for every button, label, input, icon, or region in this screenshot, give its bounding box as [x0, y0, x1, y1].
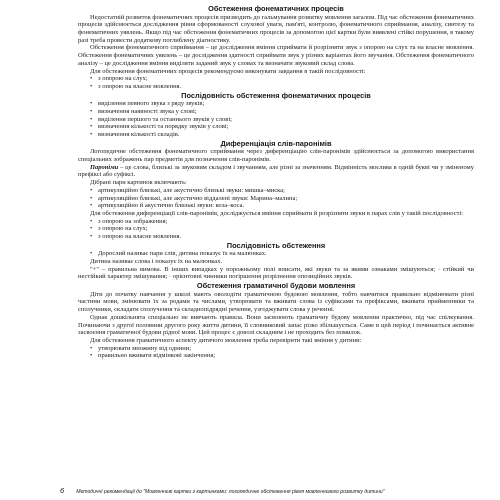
section-heading: Диференціація слів-паронімів [220, 138, 332, 148]
bullet-list [78, 187, 474, 210]
list-item: • артикуляційно й акустично близькі звуки: коза–коса. [90, 202, 474, 210]
paragraph: Обстеження фонематичного сприймання – це дослідження вміння сприймати й розрізняти звук з опорою на слух та на власне мовлення. Обстеження фонематичних уявлень – це дослідження здатності сприймати звук у різних варіантах його звучання. Обстеження фонематичного аналізу – це дослідження вміння виділяти заданий звук у словах та визначати звуковий склад слова. [78, 44, 474, 67]
list-item: • Дорослий називає пари слів, дитина показує їх на малюнках. [90, 250, 474, 258]
paragraph: "+" – правильна вимова. В інших випадках у порожньому полі вписати, які звуки та за якими ознаками змішуються; · стійкий чи нестійкий характер змішування; · орієнтовні чинники погіршення розрізнення опозиційних звуків. [78, 265, 474, 281]
page-number: 6 [60, 486, 65, 495]
list-item: • виділення першого та останнього звуків у слові; [90, 116, 474, 124]
bullet-list [78, 250, 474, 258]
list-item: • з опорою на власне мовлення. [90, 233, 474, 241]
section-heading: Обстеження граматичної будови мовлення [196, 281, 356, 291]
section-paronyms [78, 139, 474, 241]
paragraph: Логопедичне обстеження фонематичного сприймання через диференціацію слів-паронімів здійснюється за допомогою використання спеціальних зображень пар предметів для позначення слів-паронімів. [78, 148, 474, 164]
section-heading: Послідовність обстеження [226, 240, 326, 250]
list-item: • з опорою на зображення; [90, 218, 474, 226]
list-item: • з опорою на слух; [90, 225, 474, 233]
list-item: • визначення кількості складів. [90, 131, 474, 139]
list-item: • з опорою на власне мовлення. [90, 83, 474, 91]
running-title: Методичні рекомендації до "Мовленнєві картки з картинками: логопедичне обстеження рівня мовленнєвого розвитку дитини" [76, 489, 385, 495]
section-heading: Послідовність обстеження фонематичних процесів [181, 90, 371, 100]
list-item: • утворювати множину від однини; [90, 345, 474, 353]
paragraph: Дібрані пари картинок включають: [90, 179, 187, 187]
list-item: • артикуляційно близькі, але акустично близькі звуки: мишка–миска; [90, 187, 474, 195]
list-item: • виділення певного звука з ряду звуків; [90, 100, 474, 108]
bullet-list [78, 100, 474, 139]
term-definition: – це слова, близькі за звуковим складом і звучанням, але різні за значенням. Відмінність моєлива в одній букві чи у зміненому префіксі або суфіксі. [78, 163, 474, 179]
section-heading: Обстеження фонематичних процесів [208, 4, 344, 13]
paragraph: Для обстеження диференціації слів-паронімів, досліджується вміння сприймати й розрізняти звуки в парах слів у такій послідовності: [90, 209, 464, 217]
section-examination-sequence [78, 91, 474, 139]
paragraph: Для обстеження граматичного аспекту дитячого мовлення треба перевірити такі вміння у дитини: [90, 336, 362, 344]
list-item: • визначення наявності звука у слові; [90, 108, 474, 116]
paragraph: Для обстеження фонематичних процесів рекомендуємо виконувати завдання в такій послідовності: [90, 67, 366, 75]
paragraph: Недостатній розвиток фонематичних процесів призводить до гальмування розвитку мовлення загалом. Під час обстеження фонематичних процесів здійснюється дослідження рівня сформованості слухової уваги, пам'яті, контролю, фонематичного сприймання, аналізу, синтезу та фонематичних уявлень. Якщо під час обстеження фонематичних процесів за допомогою цієї картки були виявлені стійкі порушення, в такому разі треба провести додаткову поглиблену діагностику. [78, 13, 474, 44]
paragraph: Однак дошкільнята спеціально не вивчають правила. Вони засвоюють граматичну будову мовлення практично, під час спілкування. Починаючи з другої половини другого року життя дитини, її словниковий запас різко збільшується. Саме в цей період і починається активне засвоєння граматичної будови рідної мови. Цей процес є доволі складним і не проходить без помилок. [78, 313, 474, 337]
term: Пароніми [90, 163, 119, 171]
list-item: • артикуляційно близькі, але акустично віддалені звуки: Марина–малина; [90, 195, 474, 203]
paragraph: Діти до початку навчання у школі мають оволодіти граматичною будовою мовлення, тобто навчитися правильно відмінювати різні частини мови, змінювати їх за родами та числами, утворювати та вживати слова із суфіксами та префіксами, вживати прийменники та сполучники, складати сполучення та складнопідрядні речення, узгоджувати слова у реченні. [78, 290, 474, 314]
bullet-list [78, 345, 474, 360]
list-item: • визначення кількості та порядку звуків у слові; [90, 123, 474, 131]
bullet-list [78, 75, 474, 90]
section-phonemic-processes [78, 4, 474, 91]
bullet-list [78, 218, 474, 241]
list-item: • з опорою на слух; [90, 75, 474, 83]
section-procedure [78, 241, 474, 281]
list-item: • правильно вживати відмінкові закінчення; [90, 352, 474, 360]
page-footer [60, 487, 482, 496]
definition-paragraph [78, 164, 474, 179]
section-grammar [78, 281, 474, 360]
paragraph: Дитина називає слова і показує їх на малюнках. [90, 258, 223, 266]
